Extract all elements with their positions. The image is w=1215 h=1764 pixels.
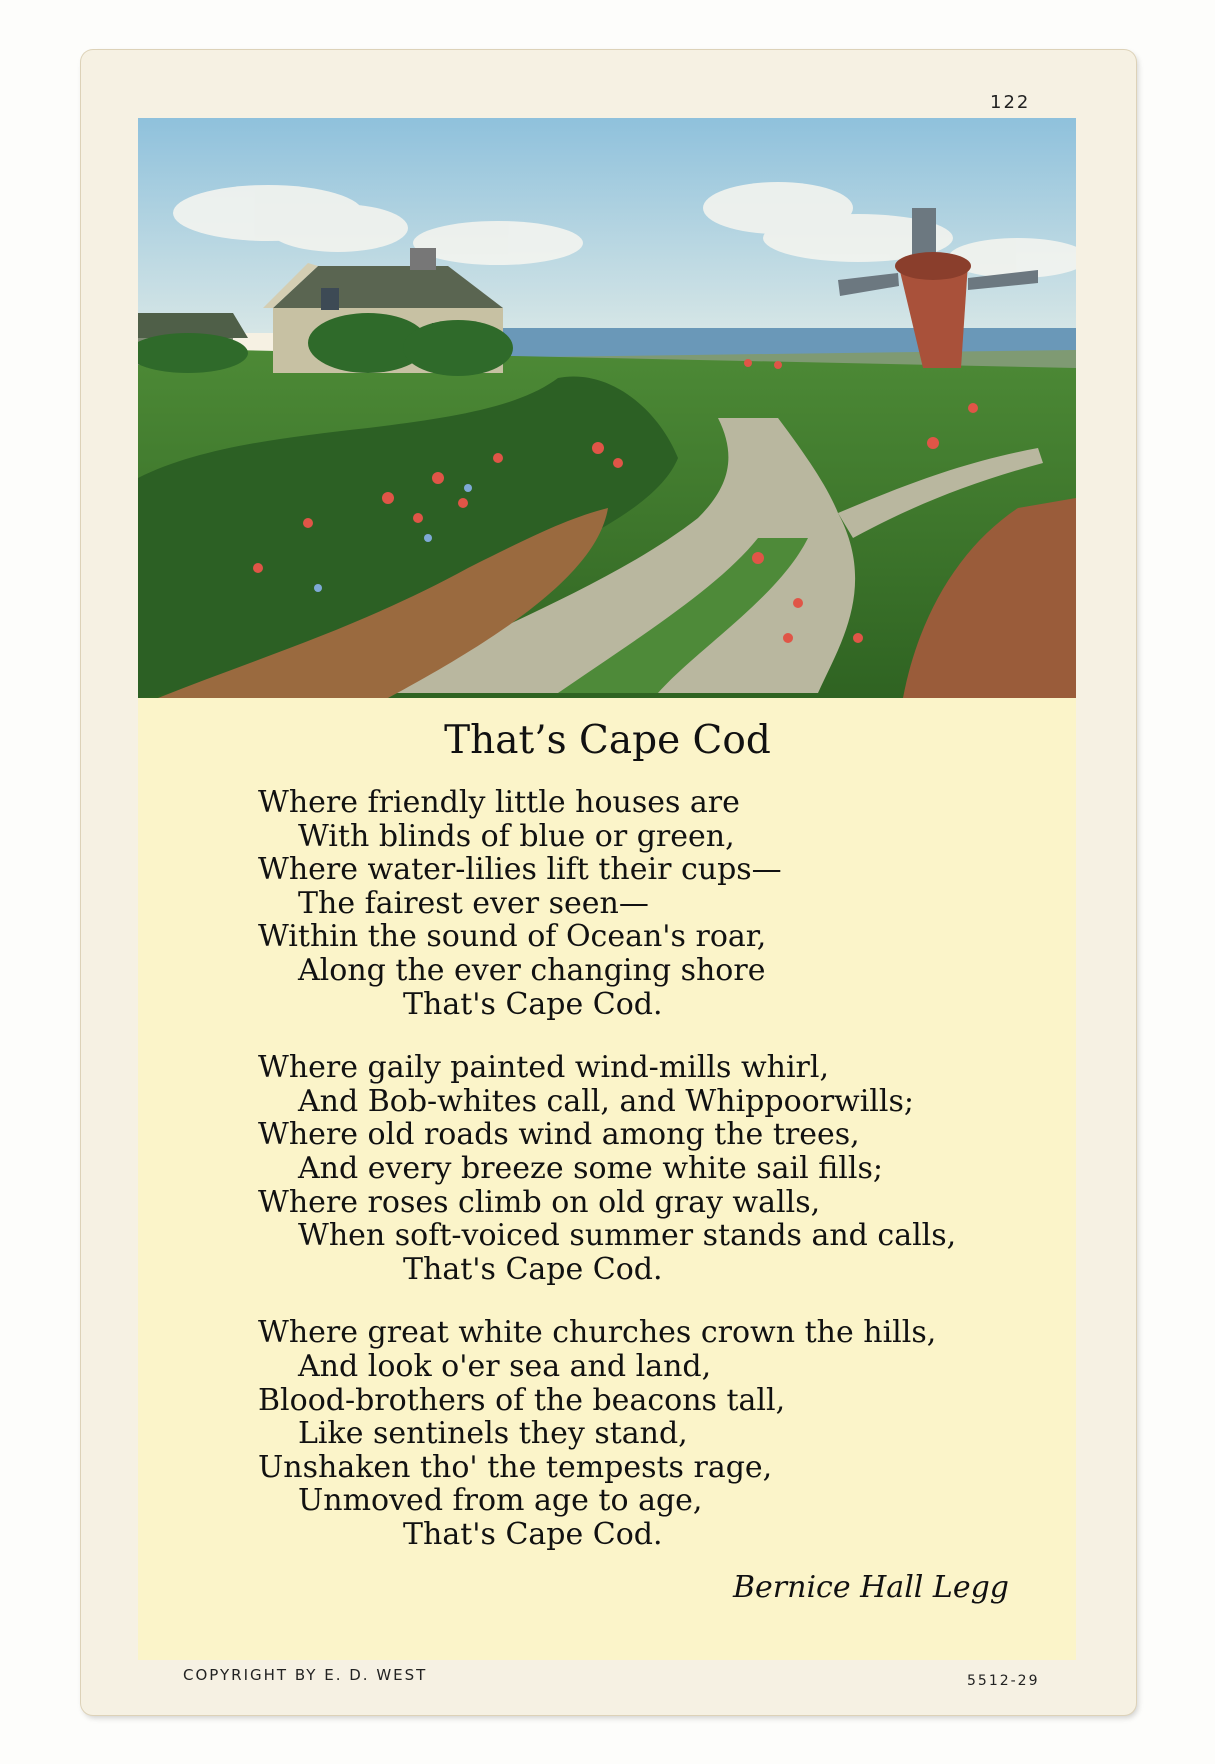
poem-line: Where old roads wind among the trees,: [258, 1117, 860, 1153]
poem-line: Along the ever changing shore: [298, 952, 766, 988]
stanza-2: [258, 1051, 956, 1286]
copyright-notice: COPYRIGHT BY E. D. WEST: [183, 1666, 428, 1684]
author-name: Bernice Hall Legg: [733, 1570, 1010, 1605]
poem-line: And every breeze some white sail fills;: [298, 1150, 883, 1186]
stanza-3: [258, 1316, 956, 1551]
poem-line: When soft-voiced summer stands and calls,: [298, 1218, 957, 1254]
poem-title: That’s Cape Cod: [444, 718, 771, 763]
poem-refrain: That's Cape Cod.: [403, 1251, 663, 1287]
landscape-illustration: [138, 118, 1076, 698]
page-number: 122: [990, 92, 1031, 113]
cape-cod-scene: [138, 118, 1076, 698]
poem-refrain: That's Cape Cod.: [403, 986, 663, 1022]
poem: [258, 786, 956, 1551]
stanza-1: [258, 786, 956, 1021]
poem-line: The fairest ever seen—: [298, 885, 649, 921]
poem-line: Blood-brothers of the beacons tall,: [258, 1382, 786, 1418]
poem-line: Unmoved from age to age,: [298, 1483, 703, 1519]
poem-refrain: That's Cape Cod.: [403, 1516, 663, 1552]
poem-line: And look o'er sea and land,: [298, 1348, 712, 1384]
catalog-number: 5512-29: [967, 1673, 1040, 1689]
poem-line: Where water-lilies lift their cups—: [258, 852, 782, 888]
poem-line: Where friendly little houses are: [258, 785, 740, 820]
poem-line: Where roses climb on old gray walls,: [258, 1184, 821, 1220]
poem-line: Like sentinels they stand,: [298, 1416, 688, 1452]
poem-line: Within the sound of Ocean's roar,: [258, 919, 767, 955]
poem-line: And Bob-whites call, and Whippoorwills;: [298, 1083, 914, 1119]
poem-line: Where great white churches crown the hills,: [258, 1315, 937, 1351]
poem-line: Where gaily painted wind-mills whirl,: [258, 1050, 830, 1086]
poem-line: Unshaken tho' the tempests rage,: [258, 1449, 773, 1485]
poem-line: With blinds of blue or green,: [298, 818, 735, 854]
